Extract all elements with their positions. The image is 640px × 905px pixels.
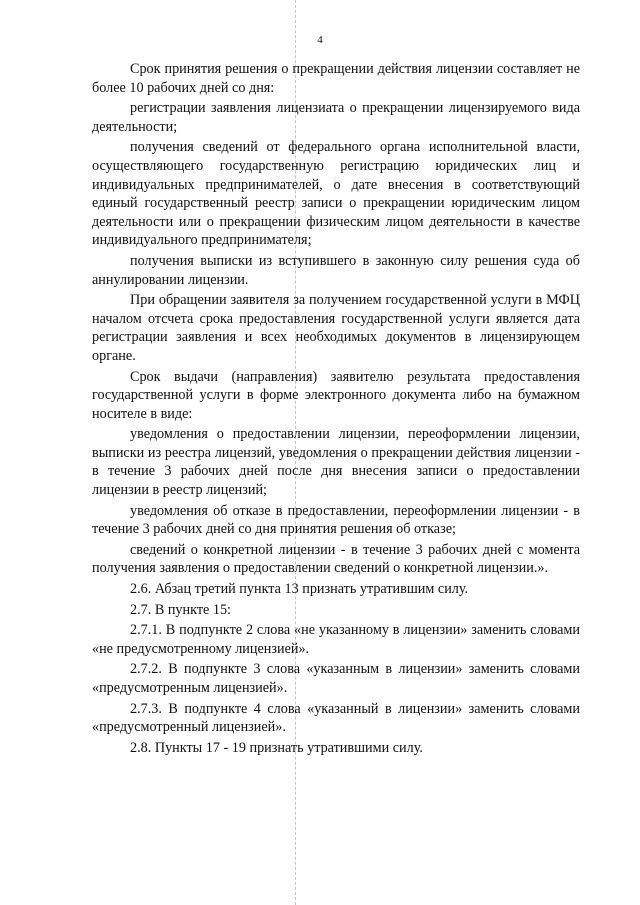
paragraph-2: регистрации заявления лицензиата о прекращении лицензируемого вида деятельности;	[92, 100, 580, 135]
page-number: 4	[317, 34, 323, 46]
document-body	[92, 60, 580, 759]
paragraph-9: сведений о конкретной лицензии - в течение 3 рабочих дней с момента получения заявления о предоставлении сведений о конкретной лицензии.».	[92, 541, 580, 577]
paragraph-15: 2.8. Пункты 17 - 19 признать утратившими силу.	[130, 739, 423, 756]
paragraph-4: получения выписки из вступившего в законную силу решения суда об аннулировании лицензии.	[92, 252, 580, 288]
paragraph-6: Срок выдачи (направления) заявителю результата предоставления государственной услуги в форме электронного документа либо на бумажном носителе в виде:	[92, 368, 580, 422]
paragraph-11: 2.7. В пункте 15:	[130, 601, 231, 618]
paragraph-8: уведомления об отказе в предоставлении, переоформлении лицензии - в течение 3 рабочих дней со дня принятия решения об отказе;	[92, 502, 580, 538]
paragraph-12: 2.7.1. В подпункте 2 слова «не указанному в лицензии» заменить словами «не предусмотренному лицензией».	[92, 622, 580, 657]
paragraph-13: 2.7.2. В подпункте 3 слова «указанным в лицензии» заменить словами «предусмотренным лицензией».	[92, 661, 580, 696]
paragraph-14: 2.7.3. В подпункте 4 слова «указанный в лицензии» заменить словами «предусмотренный лицензией».	[92, 700, 580, 736]
paragraph-10: 2.6. Абзац третий пункта 13 признать утратившим силу.	[130, 581, 469, 598]
paragraph-5: При обращении заявителя за получением государственной услуги в МФЦ началом отсчета срока предоставления государственной услуги является дата регистрации заявления и всех необходимых документов в лицензирующем органе.	[92, 292, 580, 364]
paragraph-3: получения сведений от федерального органа исполнительной власти, осуществляющего государственную регистрацию юридических лиц и индивидуальных предпринимателей, о дате внесения в соответствующий единый государственный реестр записи о прекращении юридическим лицом деятельности или о прекращении физическим лицом деятельности в качестве индивидуального предпринимателя;	[92, 139, 580, 249]
paragraph-7: уведомления о предоставлении лицензии, переоформлении лицензии, выписки из реестра лицензий, уведомления о прекращении действия лицензии - в течение 3 рабочих дней после дня внесения записи о предоставлении лицензии в реестр лицензий;	[92, 426, 580, 499]
paragraph-1: Срок принятия решения о прекращении действия лицензии составляет не более 10 рабочих дней со дня:	[92, 61, 580, 96]
